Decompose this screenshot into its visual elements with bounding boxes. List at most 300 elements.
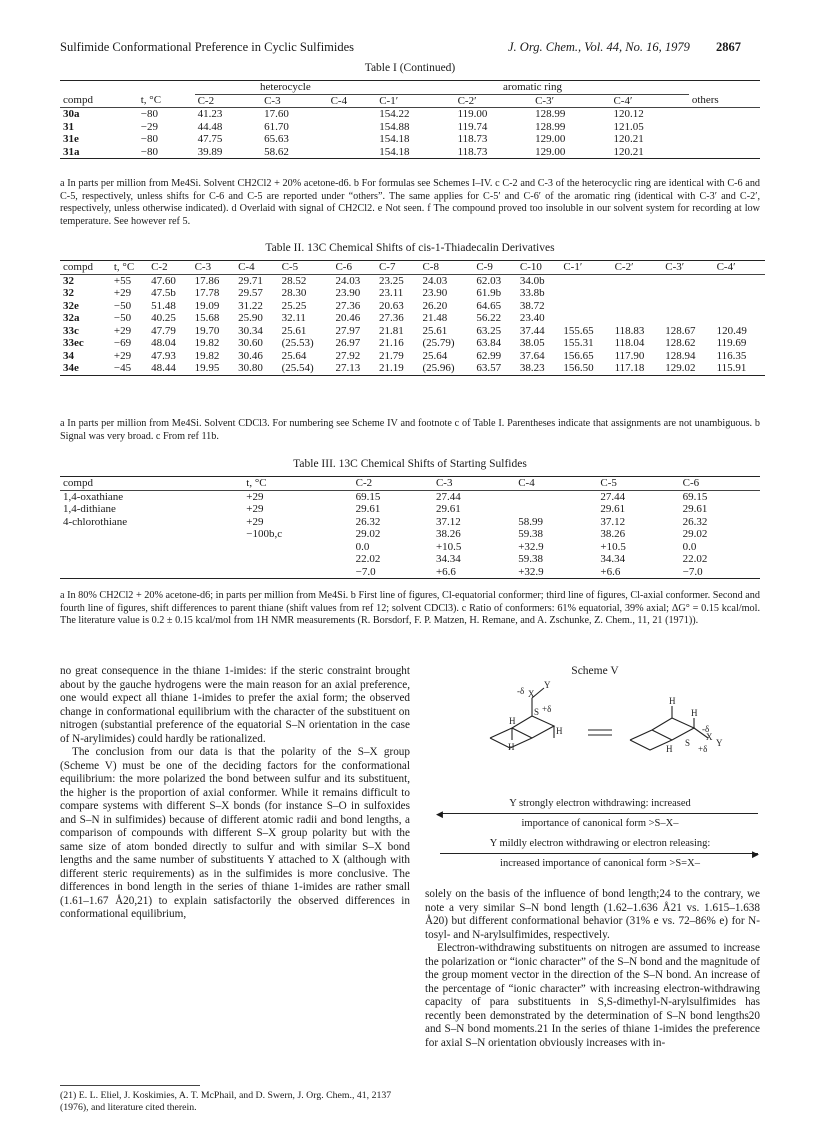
table2-cell: 23.11	[378, 287, 404, 299]
table1-cell: 154.22	[379, 108, 410, 120]
table2-cell: 37.44	[519, 324, 545, 337]
table2-cell: 63.84	[476, 337, 502, 349]
table3-row	[60, 553, 760, 566]
table3-cell	[60, 541, 243, 554]
right-column	[425, 888, 760, 1050]
table3-cell	[515, 503, 597, 516]
table2-cell: 40.25	[151, 312, 176, 324]
table2-cell: 118.83	[614, 324, 645, 337]
table2-cell: 30.46	[238, 349, 263, 362]
table3-cell: +6.6	[433, 566, 515, 579]
table1-cell: −80	[138, 146, 195, 159]
table2-column-header: t, °C	[111, 261, 148, 275]
table1-cell: 129.00	[535, 133, 566, 145]
axial-conformer-structure	[490, 688, 554, 748]
table1-cell	[689, 121, 760, 134]
running-header-title: Sulfimide Conformational Preference in Cyclic Sulfimides	[60, 40, 355, 54]
table1-cell: 120.21	[610, 146, 688, 159]
table2-column-header: C-2	[148, 261, 192, 275]
table2-cell: 117.18	[612, 362, 663, 375]
table2-cell: 33c	[63, 324, 79, 337]
table2-column-header: C-8	[419, 261, 473, 275]
table1-cell: −80	[140, 108, 158, 120]
table2-row	[60, 362, 765, 375]
table3-cell: +6.6	[597, 566, 679, 579]
table2-cell: 26.20	[422, 299, 448, 312]
svg-text:+δ: +δ	[698, 744, 708, 754]
table2-column-header: C-4	[235, 261, 279, 275]
table2-cell: 51.48	[151, 299, 176, 312]
table2-cell: 19.82	[194, 349, 220, 362]
svg-text:S: S	[685, 738, 691, 748]
table2-row	[60, 325, 765, 338]
running-header-journal: J. Org. Chem., Vol. 44, No. 16, 1979	[508, 40, 690, 54]
table1-cell	[689, 146, 760, 159]
table2-cell: 25.64	[422, 349, 448, 362]
table1-cell: 65.63	[264, 133, 289, 145]
table3-column-header: C-6	[680, 477, 760, 491]
table2-cell: 34	[63, 349, 74, 362]
svg-text:Y: Y	[544, 680, 551, 690]
table2-row	[60, 274, 765, 287]
table1-cell: 154.88	[379, 120, 410, 133]
table1-aromatic-group: aromatic ring	[376, 81, 689, 95]
table2-cell: 29.57	[238, 287, 263, 299]
table2-body	[60, 274, 765, 375]
table2-cell: 155.65	[563, 324, 594, 337]
table3-cell	[515, 490, 597, 503]
table2-cell: 15.68	[194, 312, 220, 324]
table3-row	[60, 490, 760, 503]
table3-cell: 29.61	[600, 503, 626, 515]
table2-cell: 32	[63, 274, 74, 287]
table2-cell: 155.31	[563, 337, 594, 349]
table2-cell: 61.9b	[476, 287, 502, 299]
table3-column-header: t, °C	[243, 477, 352, 491]
table1-cell: 121.05	[613, 120, 644, 133]
table3-row	[60, 503, 760, 516]
table1-cell: 31e	[63, 133, 79, 145]
table2-cell: 28.30	[281, 287, 307, 299]
table2-cell: −50	[113, 312, 132, 324]
table2-cell: 117.90	[614, 349, 645, 362]
table2-cell: −69	[113, 337, 132, 349]
table2-cell: 47.60	[151, 274, 176, 287]
table2-cell	[560, 274, 611, 287]
scheme5-line-4: increased importance of canonical form >S=X–	[500, 858, 700, 869]
table3-cell	[60, 553, 243, 566]
svg-text:H: H	[508, 742, 515, 752]
table2-cell: 38.23	[517, 362, 561, 375]
table2-column-header: C-7	[376, 261, 420, 275]
table2-cell: 128.94	[665, 349, 696, 362]
table3-column-header: C-5	[597, 477, 679, 491]
table1-cell: 17.60	[264, 108, 289, 120]
scheme5-arrow-left	[440, 813, 758, 814]
table2-footnote: a In parts per million from Me4Si. Solvent CDCl3. For numbering see Scheme IV and footnote c of Table I. Parentheses indicate that assignments are not unambiguous. b Signal was very broad. c From ref 11b.	[60, 418, 760, 442]
svg-text:H: H	[691, 708, 698, 718]
table3-row	[60, 541, 760, 554]
table1-cell: 128.99	[535, 120, 566, 133]
table2-cell: 23.25	[378, 274, 404, 287]
table2-cell: 25.64	[281, 349, 307, 362]
table2-cell: 62.03	[476, 274, 502, 287]
table2-cell: +29	[113, 349, 132, 362]
table1-row	[60, 108, 760, 121]
table2-cell: 21.48	[422, 312, 448, 324]
left-paragraph-1: no great consequence in the thiane 1-imides: if the steric constraint brought about by the gauche hydrogens were the main reason for an axial preference, one would expect all thiane 1-imides to prefer the axial form; the observed change in conformational equilibrium with the character of the substituent on nitrogen (substantial preference of the equatorial S–N orientation in the case of N-arylimides) could hardly be rationalized.	[60, 665, 410, 745]
table2-cell: 19.82	[194, 337, 220, 349]
table3-cell: +29	[246, 490, 264, 503]
table2-cell: 26.97	[335, 337, 361, 349]
table2-cell: (25.54)	[279, 362, 333, 375]
table3-cell: 4-chlorothiane	[63, 515, 128, 528]
table3-cell: 59.38	[518, 528, 543, 540]
table1-column-header: others	[689, 94, 760, 108]
table3-cell: 26.32	[682, 515, 708, 528]
table3-row	[60, 528, 760, 541]
table1-cell: −80	[140, 133, 158, 145]
table3-row	[60, 516, 760, 529]
table3-cell: +29	[246, 515, 264, 528]
table2-cell: 30.34	[238, 324, 263, 337]
table2-cell: 20.63	[378, 299, 404, 312]
table2-cell: 32a	[63, 312, 80, 324]
table1-cell: 39.89	[195, 146, 261, 159]
table3-cell	[243, 566, 352, 579]
table1-cell: 118.73	[455, 146, 533, 159]
table2-cell: 27.36	[378, 312, 404, 324]
table3-cell: 29.61	[355, 503, 381, 515]
table3	[60, 476, 760, 579]
table1-column-header: C-2′	[455, 94, 533, 108]
table1-column-header: C-3	[261, 94, 327, 108]
table1-cell: 120.12	[613, 108, 644, 120]
table1	[60, 80, 760, 159]
table1-cell: −29	[140, 120, 158, 133]
svg-text:H: H	[666, 744, 673, 754]
table2-cell: 17.86	[194, 274, 220, 287]
table2-cell: −50	[113, 299, 132, 312]
table1-row	[60, 146, 760, 159]
table2-cell: 25.61	[422, 324, 448, 337]
table2-cell: 23.90	[335, 287, 361, 299]
table2-cell	[714, 300, 765, 313]
table1-cell: 119.74	[457, 120, 488, 133]
table3-body	[60, 490, 760, 579]
table2-cell: 56.22	[476, 312, 502, 324]
table1-cell: 128.99	[535, 108, 566, 120]
arrowhead-right-icon: ▶	[752, 849, 759, 859]
table3-cell: 59.38	[518, 553, 543, 565]
table2-column-header: C-4′	[714, 261, 765, 275]
table3-cell: 69.15	[355, 490, 381, 503]
svg-text:-δ: -δ	[517, 686, 525, 696]
table2-cell: 156.65	[563, 349, 594, 362]
table3-cell: +32.9	[515, 566, 597, 579]
table3-cell: 37.12	[435, 515, 461, 528]
scheme5-structures	[470, 680, 730, 780]
table2-cell: +29	[113, 324, 132, 337]
table2-column-header: C-2′	[612, 261, 663, 275]
table3-caption: Table III. 13C Chemical Shifts of Starting Sulfides	[293, 458, 527, 470]
table2-cell: 21.19	[376, 362, 420, 375]
table3-cell: −100b,c	[246, 528, 283, 540]
table1-footnote: a In parts per million from Me4Si. Solvent CH2Cl2 + 20% acetone-d6. b For formulas see Schemes I–IV. c C-2 and C-3 of the heterocyclic ring are identical with C-6 and C-5, respectively, unless shifts for C-6 and C-5 are reported under “others”. The same applies for C-5′ and C-6′ of the aromatic ring (identical with C-3′ and C-2′, respectively, unless otherwise indicated). d Overlaid with signal of CH2Cl2. e Not seen. f The compound proved too insoluble in our solvent system for recording at low temperature. See however ref 5.	[60, 178, 760, 227]
table2-cell: 30.80	[235, 362, 279, 375]
svg-text:X: X	[706, 732, 713, 742]
table1-row	[60, 121, 760, 134]
table2-column-header: compd	[60, 261, 111, 275]
table2-cell: 25.90	[238, 312, 263, 324]
table3-cell: 38.26	[600, 528, 626, 540]
table2-row	[60, 300, 765, 313]
table2-caption: Table II. 13C Chemical Shifts of cis-1-Thiadecalin Derivatives	[265, 242, 555, 254]
table2-cell: (25.79)	[422, 337, 455, 349]
table3-cell: 29.02	[355, 528, 381, 540]
table3-cell: 34.34	[600, 553, 626, 565]
table1-column-header: C-4	[328, 94, 377, 108]
table2-cell: 47.79	[151, 324, 176, 337]
table2-cell	[560, 312, 611, 325]
table2-row	[60, 312, 765, 325]
scheme5-arrow-right	[440, 853, 758, 854]
table2-cell	[662, 300, 713, 313]
table2-cell: 17.78	[194, 287, 220, 299]
table3-cell: 27.44	[435, 490, 461, 503]
svg-text:-δ: -δ	[702, 724, 710, 734]
table2-cell: 129.02	[662, 362, 713, 375]
table3-cell	[243, 553, 352, 566]
svg-text:X: X	[528, 689, 535, 699]
table2-cell: 48.44	[148, 362, 192, 375]
table3-cell: 29.61	[435, 503, 461, 515]
arrowhead-left-icon: ◀	[436, 809, 443, 819]
table2-cell: 32e	[63, 299, 79, 312]
scheme5-title: Scheme V	[571, 665, 619, 677]
table3-cell: 1,4-dithiane	[63, 503, 116, 515]
table3-cell: 22.02	[355, 553, 381, 565]
table2-cell	[662, 274, 713, 287]
table3-cell: 29.61	[682, 503, 708, 515]
table3-cell	[60, 528, 243, 541]
table1-column-header: compd	[60, 94, 138, 108]
table2-cell	[612, 312, 663, 325]
table1-cell: 120.21	[613, 133, 644, 145]
table2-column-header: C-3′	[662, 261, 713, 275]
table2-cell: 120.49	[716, 324, 747, 337]
table1-cell	[689, 108, 760, 121]
table2-column-header: C-9	[473, 261, 517, 275]
table1-cell	[328, 108, 377, 121]
table2-cell: 37.64	[519, 349, 545, 362]
table2-cell: 27.13	[332, 362, 376, 375]
table1-cell: 61.70	[264, 120, 289, 133]
table1-cell: 154.18	[376, 146, 454, 159]
table1-cell: 31a	[60, 146, 138, 159]
table2-cell: +55	[113, 274, 132, 287]
table2-cell	[612, 274, 663, 287]
table2-cell: 116.35	[716, 349, 747, 362]
table3-cell: 29.02	[682, 528, 708, 540]
table2-row	[60, 287, 765, 300]
svg-text:Y: Y	[716, 738, 723, 748]
table2-cell: 27.97	[335, 324, 361, 337]
axial-conformer-labels	[508, 680, 563, 752]
table2-cell: 21.79	[378, 349, 404, 362]
table3-cell: 1,4-oxathiane	[63, 490, 124, 503]
table2-cell: 47.5b	[151, 287, 176, 299]
table2-cell: 23.90	[422, 287, 448, 299]
table3-column-header: C-2	[353, 477, 433, 491]
table3-cell: 34.34	[435, 553, 461, 565]
table2-cell	[662, 287, 713, 300]
table2-cell: 64.65	[476, 299, 502, 312]
table2-cell	[714, 312, 765, 325]
table2-cell	[560, 300, 611, 313]
scheme5-line-3: Y mildly electron withdrawing or electron releasing:	[489, 838, 711, 849]
table3-row	[60, 566, 760, 579]
table2-cell: (25.53)	[281, 337, 314, 349]
table2-cell: 156.50	[560, 362, 611, 375]
scheme5-line-1: Y strongly electron withdrawing: increased	[509, 798, 691, 809]
table1-column-header: C-1′	[376, 94, 454, 108]
table2-cell: 48.04	[151, 337, 176, 349]
table2-cell: 128.67	[665, 324, 696, 337]
table3-header-row	[60, 477, 760, 491]
table2-cell: 128.62	[665, 337, 696, 349]
scheme5-line-2: importance of canonical form >S–X–	[521, 818, 679, 829]
table2-cell: 23.40	[519, 312, 545, 324]
page-number: 2867	[716, 40, 741, 54]
table2-row	[60, 337, 765, 350]
table3-column-header: C-3	[433, 477, 515, 491]
table3-column-header: compd	[60, 477, 243, 491]
table1-cell	[689, 133, 760, 146]
table2-cell: 33ec	[63, 337, 84, 349]
table2-cell: 30.60	[238, 337, 263, 349]
table1-cell: 119.00	[457, 108, 488, 120]
table1-heterocycle-group: heterocycle	[195, 81, 377, 95]
table2-cell	[612, 300, 663, 313]
right-paragraph-1: solely on the basis of the influence of bond length;24 to the contrary, we note a very similar S–N bond length (1.62–1.636 Å21 vs. 1.615–1.638 Å20) but different conformational behavior (31% e vs. 72–86% e) for N-tosyl- and N-arylsulfimides, respectively.	[425, 888, 760, 941]
table2-cell: (25.96)	[419, 362, 473, 375]
table2-cell: 27.92	[335, 349, 361, 362]
table3-cell: −7.0	[353, 566, 433, 579]
table2-cell: 25.25	[281, 299, 307, 312]
table3-cell: −7.0	[680, 566, 760, 579]
table3-cell: 69.15	[682, 490, 708, 503]
table1-cell: 129.00	[532, 146, 610, 159]
table3-cell: 37.12	[600, 515, 626, 528]
table2-row	[60, 350, 765, 363]
table2-cell: 19.95	[192, 362, 236, 375]
table1-cell: 44.48	[197, 120, 223, 133]
table2-cell: 38.05	[519, 337, 545, 349]
table2-cell: 29.71	[238, 274, 263, 287]
table2-cell: 47.93	[151, 349, 176, 362]
table2-cell: 20.46	[335, 312, 361, 324]
table1-cell	[328, 146, 377, 159]
table2-cell: 19.70	[194, 324, 220, 337]
table2-cell: 24.03	[422, 274, 448, 287]
table3-cell: 0.0	[355, 540, 370, 553]
table2-cell: +29	[113, 287, 132, 299]
table2-cell: 119.69	[716, 337, 747, 349]
table3-cell: +10.5	[435, 540, 462, 553]
table2-column-header: C-3	[192, 261, 236, 275]
table2-cell: 25.61	[281, 324, 307, 337]
table2-column-header: C-1′	[560, 261, 611, 275]
table1-column-header: C-3′	[532, 94, 610, 108]
table3-cell: +32.9	[518, 540, 544, 553]
svg-text:H: H	[556, 726, 563, 736]
table2-cell: 32.11	[281, 312, 306, 324]
table2-cell: 33.8b	[519, 287, 545, 299]
table2-column-header: C-5	[279, 261, 333, 275]
table2-cell: 34.0b	[519, 274, 545, 287]
table2-cell: 32	[63, 287, 74, 299]
table2-cell: 63.25	[476, 324, 502, 337]
table2-cell: 118.04	[614, 337, 645, 349]
table1-column-header: C-4′	[610, 94, 688, 108]
table2-column-header: C-10	[517, 261, 561, 275]
table1-cell	[328, 133, 377, 146]
table1-row	[60, 133, 760, 146]
table2-cell	[714, 287, 765, 300]
table3-cell	[60, 566, 243, 579]
table3-column-header: C-4	[515, 477, 597, 491]
svg-text:+δ: +δ	[542, 704, 552, 714]
table3-cell: 26.32	[355, 515, 381, 528]
table2	[60, 260, 765, 376]
table2-cell: 115.91	[714, 362, 765, 375]
table1-cell: 31	[63, 120, 74, 133]
table1-cell	[328, 121, 377, 134]
table3-cell	[243, 541, 352, 554]
svg-text:H: H	[669, 696, 676, 706]
table2-cell: 28.52	[281, 274, 307, 287]
table2-cell: 34e	[60, 362, 111, 375]
table3-cell: 38.26	[435, 528, 461, 540]
table1-cell: 154.18	[379, 133, 410, 145]
table3-cell: 27.44	[600, 490, 626, 503]
table1-column-header: C-2	[195, 94, 261, 108]
table2-cell: 38.72	[519, 299, 545, 312]
reference-21: (21) E. L. Eliel, J. Koskimies, A. T. McPhail, and D. Swern, J. Org. Chem., 41, 2137 (1976), and literature cited therein.	[60, 1090, 392, 1113]
table1-cell: 118.73	[457, 133, 488, 145]
right-paragraph-2: Electron-withdrawing substituents on nitrogen are assumed to increase the polarization or “ionic character” of the S–N bond and the magnitude of the group moment vector in the direction of the S–N bond. An increase of the percentage of “ionic character” with increasing electron-withdrawing capacity of para substituents in S,S-dimethyl-N-arylsulfimides has recently been demonstrated by the determination of S–N bond lengths20 and S–N bond moments.21 In the series of thiane 1-imides the preference for axial S–N orientation obviously increases with in-	[425, 942, 760, 1049]
table1-header-row	[60, 94, 760, 108]
table2-cell: 24.03	[335, 274, 361, 287]
table3-cell: 22.02	[682, 553, 708, 565]
svg-text:H: H	[509, 716, 516, 726]
table3-footnote: a In 80% CH2Cl2 + 20% acetone-d6; in parts per million from Me4Si. b First line of figures, Cl-equatorial conformer; third line of figures, Cl-axial conformer. Second and fourth line of figures, shift differences to parent thiane (shift values from ref 12; solvent CDCl3). c Ratio of conformers: 61% equatorial, 39% axial; ΔG° = 0.15 kcal/mol. The literature value is 0.2 ± 0.15 kcal/mol from 1H NMR measurements (R. Borsdorf, F. P. Matzen, H. Remane, and A. Zschunke, Z. Chem., 11, 21 (1971)).	[60, 590, 760, 626]
table2-cell: 21.81	[378, 324, 404, 337]
table2-cell: −45	[111, 362, 148, 375]
table2-cell	[612, 287, 663, 300]
table1-cell: 47.75	[197, 133, 223, 145]
table2-cell	[662, 312, 713, 325]
svg-text:S: S	[534, 707, 540, 717]
table1-cell: 30a	[63, 108, 80, 120]
equilibrium-arrows	[588, 730, 612, 735]
table2-cell: 21.16	[378, 337, 404, 349]
table3-cell: 0.0	[682, 540, 697, 553]
table2-cell: 27.36	[335, 299, 361, 312]
table2-cell	[714, 274, 765, 287]
table2-cell: 31.22	[238, 299, 263, 312]
